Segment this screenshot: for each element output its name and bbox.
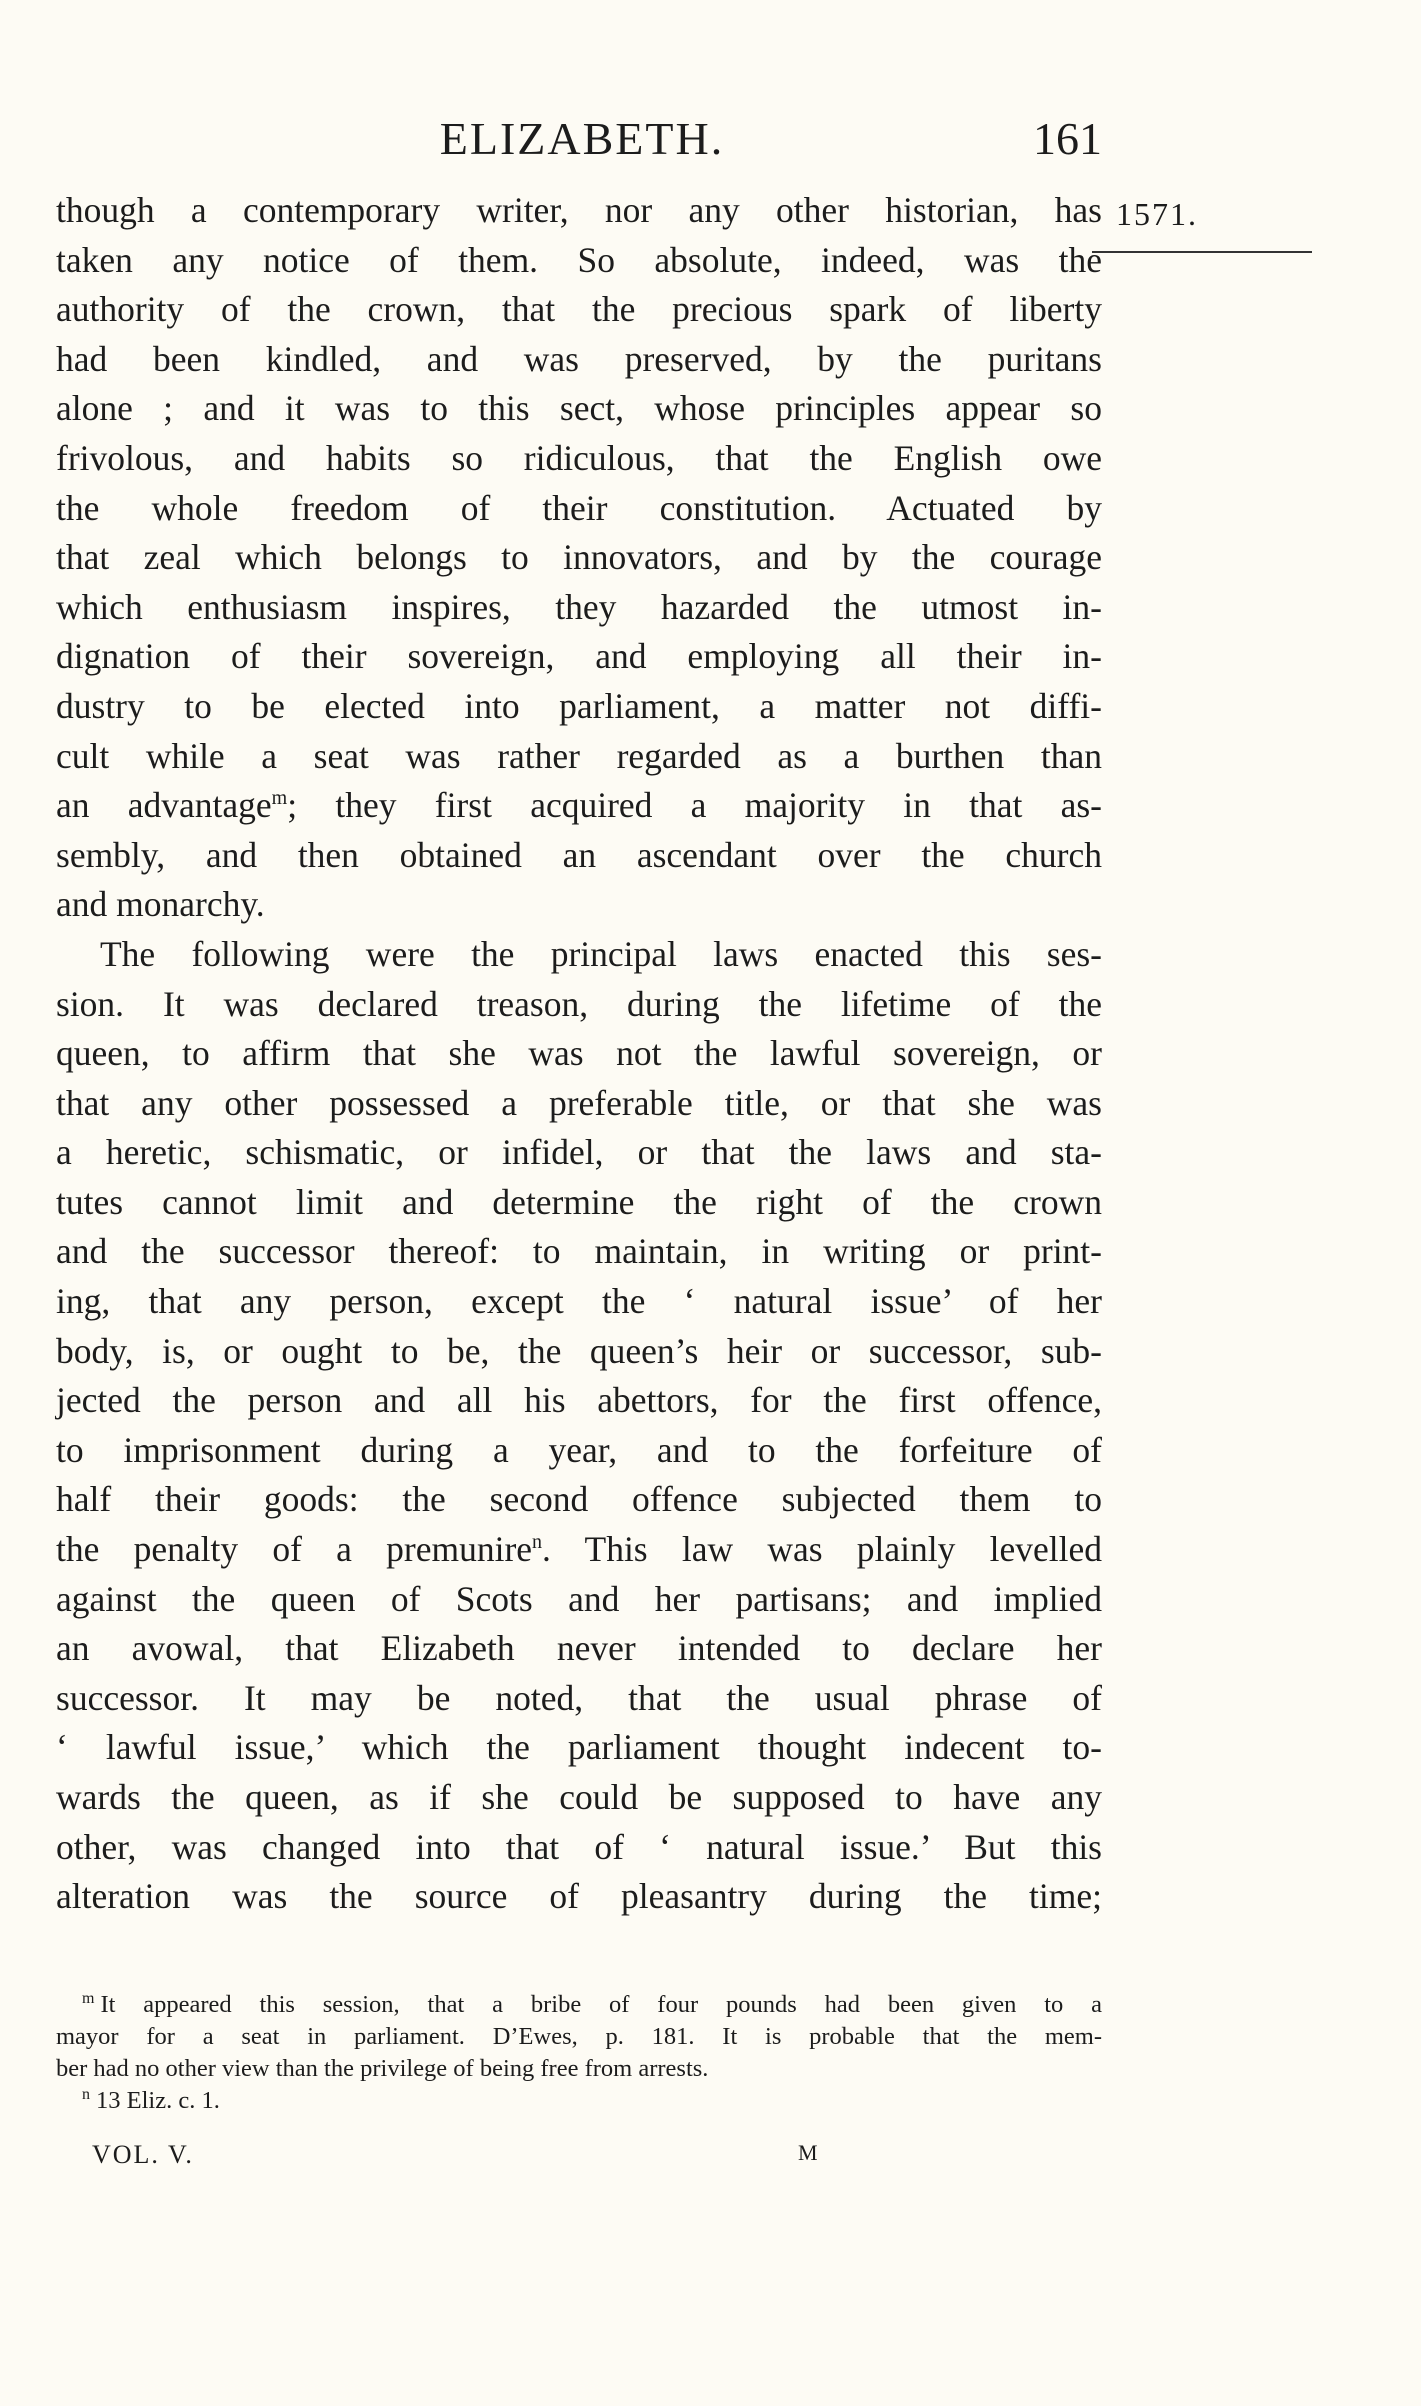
text-line: dustry to be elected into parliament, a matter not diffi- bbox=[56, 685, 1102, 726]
footnote-n-line bbox=[56, 2085, 1102, 2117]
text-line: that zeal which belongs to innovators, and by the courage bbox=[56, 537, 1102, 578]
text-line: alteration was the source of pleasantry during the time; bbox=[56, 1876, 1102, 1917]
footnote-m-line bbox=[56, 1989, 1102, 2021]
margin-rule bbox=[1092, 251, 1312, 253]
text-line: frivolous, and habits so ridiculous, that the English owe bbox=[56, 437, 1102, 478]
text-segment: the penalty of a premunire bbox=[56, 1529, 533, 1570]
text-line: that any other possessed a preferable title, or that she was bbox=[56, 1082, 1102, 1123]
text-line: queen, to affirm that she was not the lawful sovereign, or bbox=[56, 1033, 1102, 1074]
text-line-with-footnote-n bbox=[56, 1525, 1102, 1575]
footnote-text: 13 Eliz. c. 1. bbox=[96, 2087, 220, 2114]
text-line: alone ; and it was to this sect, whose principles appear so bbox=[56, 388, 1102, 429]
running-title: ELIZABETH. bbox=[439, 113, 725, 164]
text-line-with-footnote-m bbox=[56, 781, 1102, 831]
text-line: taken any notice of them. So absolute, indeed, was the bbox=[56, 239, 1102, 280]
text-line: The following were the principal laws enacted this ses- bbox=[100, 933, 1102, 974]
text-line: had been kindled, and was preserved, by the puritans bbox=[56, 338, 1102, 379]
footnotes bbox=[56, 1989, 1102, 2117]
footnote-mark-n: n bbox=[82, 2085, 90, 2103]
footnote-ref-m: m bbox=[271, 787, 288, 810]
text-line: tutes cannot limit and determine the right of the crown bbox=[56, 1181, 1102, 1222]
footnote-text: It appeared this session, that a bribe of four pounds had been given to a bbox=[100, 1991, 1102, 2018]
footnote-mark-m: m bbox=[82, 1989, 95, 2007]
text-line: sembly, and then obtained an ascendant over the church bbox=[56, 834, 1102, 875]
text-segment: . This law was plainly levelled bbox=[542, 1529, 1102, 1570]
text-line: authority of the crown, that the precious spark of liberty bbox=[56, 289, 1102, 330]
text-line: which enthusiasm inspires, they hazarded the utmost in- bbox=[56, 586, 1102, 627]
text-line: to imprisonment during a year, and to the forfeiture of bbox=[56, 1429, 1102, 1470]
footnote-ref-n: n bbox=[532, 1531, 543, 1554]
text-line: ing, that any person, except the ‘ natural issue’ of her bbox=[56, 1281, 1102, 1322]
text-line: an avowal, that Elizabeth never intended to declare her bbox=[56, 1628, 1102, 1669]
volume-label: VOL. V. bbox=[92, 2140, 194, 2169]
text-line: sion. It was declared treason, during the lifetime of the bbox=[56, 983, 1102, 1024]
text-line: and monarchy. bbox=[56, 884, 265, 925]
text-line: successor. It may be noted, that the usual phrase of bbox=[56, 1677, 1102, 1718]
text-line: jected the person and all his abettors, for the first offence, bbox=[56, 1380, 1102, 1421]
text-line: the whole freedom of their constitution. Actuated by bbox=[56, 487, 1102, 528]
text-line: ‘ lawful issue,’ which the parliament thought indecent to- bbox=[56, 1727, 1102, 1768]
text-line: half their goods: the second offence subjected them to bbox=[56, 1479, 1102, 1520]
text-line: cult while a seat was rather regarded as a burthen than bbox=[56, 735, 1102, 776]
page-header bbox=[62, 112, 1102, 172]
text-line: against the queen of Scots and her partisans; and implied bbox=[56, 1578, 1102, 1619]
text-line: and the successor thereof: to maintain, in writing or print- bbox=[56, 1231, 1102, 1272]
text-segment: ; they first acquired a majority in that as- bbox=[287, 785, 1102, 826]
page-number: 161 bbox=[1033, 113, 1102, 164]
footnote-m-line: ber had no other view than the privilege of being free from arrests. bbox=[56, 2055, 709, 2082]
text-line: body, is, or ought to be, the queen’s heir or successor, sub- bbox=[56, 1330, 1102, 1371]
text-line: other, was changed into that of ‘ natural issue.’ But this bbox=[56, 1826, 1102, 1867]
signature-mark: M bbox=[798, 2140, 818, 2165]
text-segment: an advantage bbox=[56, 785, 272, 826]
text-line: wards the queen, as if she could be supposed to have any bbox=[56, 1777, 1102, 1817]
text-line: dignation of their sovereign, and employing all their in- bbox=[56, 636, 1102, 677]
footnote-m-line: mayor for a seat in parliament. D’Ewes, p. 181. It is probable that the mem- bbox=[56, 2023, 1102, 2050]
text-line: though a contemporary writer, nor any other historian, has bbox=[56, 190, 1102, 230]
text-line: a heretic, schismatic, or infidel, or that the laws and sta- bbox=[56, 1132, 1102, 1173]
body-text bbox=[56, 186, 1102, 1922]
margin-year: 1571. bbox=[1116, 196, 1198, 232]
